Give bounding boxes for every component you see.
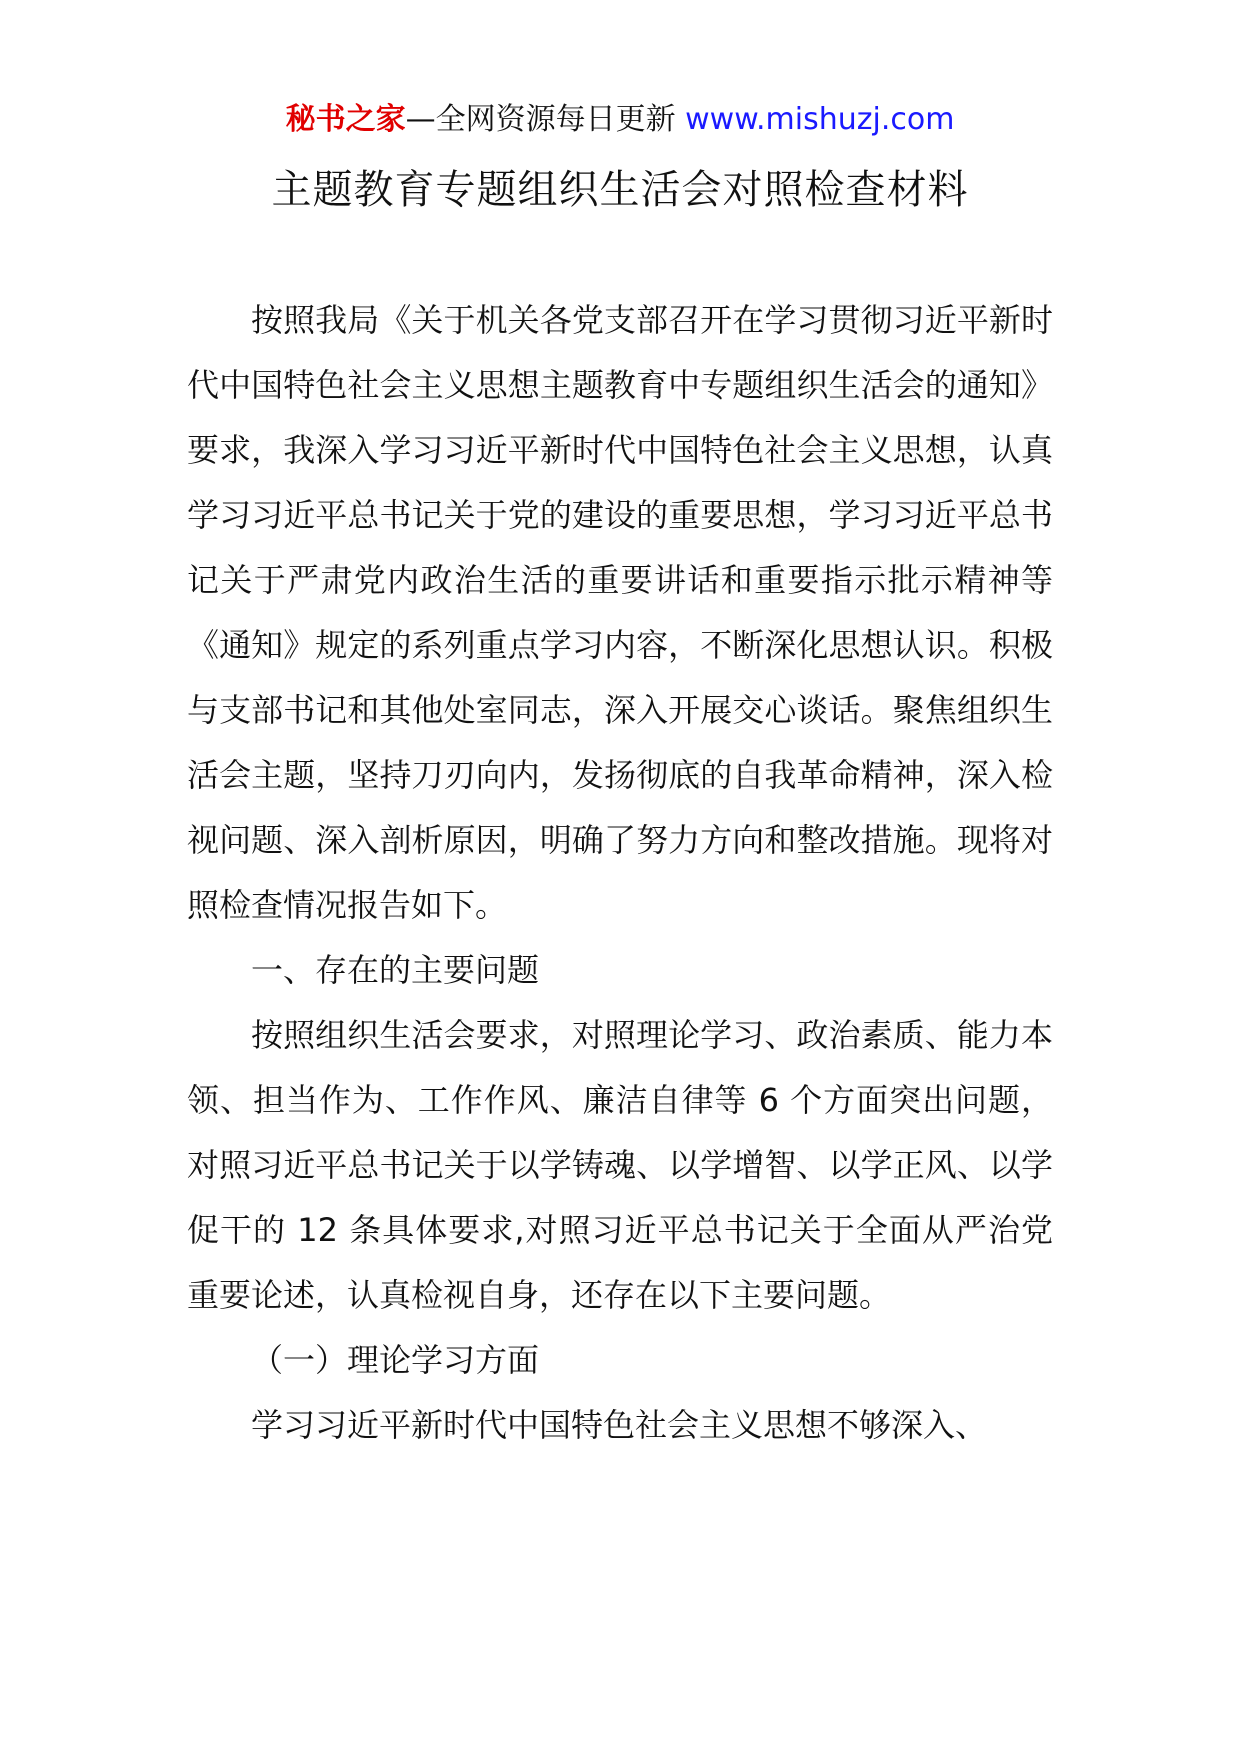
subsection-heading: （一）理论学习方面 (251, 1341, 540, 1379)
section-paragraph: 按照组织生活会要求，对照理论学习、政治素质、能力本领、担当作为、工作作风、廉洁自律等 6 个方面突出问题，对照习近平总书记关于以学铸魂、以学增智、以学正风、以学促干的 12 条具体要求,对照习近平总书记关于全面从严治党重要论述，认真检视自身，还存在以下主要问题。 (187, 1016, 1053, 1314)
site-url-link[interactable]: www.mishuzj.com (685, 102, 955, 137)
site-header (0, 100, 1240, 140)
intro-paragraph: 按照我局《关于机关各党支部召开在学习贯彻习近平新时代中国特色社会主义思想主题教育中专题组织生活会的通知》要求，我深入学习习近平新时代中国特色社会主义思想，认真学习习近平总书记关于党的建设的重要思想，学习习近平总书记关于严肃党内政治生活的重要讲话和重要指示批示精神等《通知》规定的系列重点学习内容，不断深化思想认识。积极与支部书记和其他处室同志，深入开展交心谈话。聚焦组织生活会主题，坚持刀刃向内，发扬彻底的自我革命精神，深入检视问题、深入剖析原因，明确了努力方向和整改措施。现将对照检查情况报告如下。 (187, 301, 1053, 924)
document-body (187, 288, 1053, 1458)
subsection-paragraph: 学习习近平新时代中国特色社会主义思想不够深入、 (251, 1406, 988, 1444)
section-heading: 一、存在的主要问题 (251, 951, 540, 989)
header-tagline: —全网资源每日更新 (405, 102, 686, 137)
brand-name: 秘书之家 (285, 102, 406, 137)
document-title: 主题教育专题组织生活会对照检查材料 (271, 167, 969, 213)
